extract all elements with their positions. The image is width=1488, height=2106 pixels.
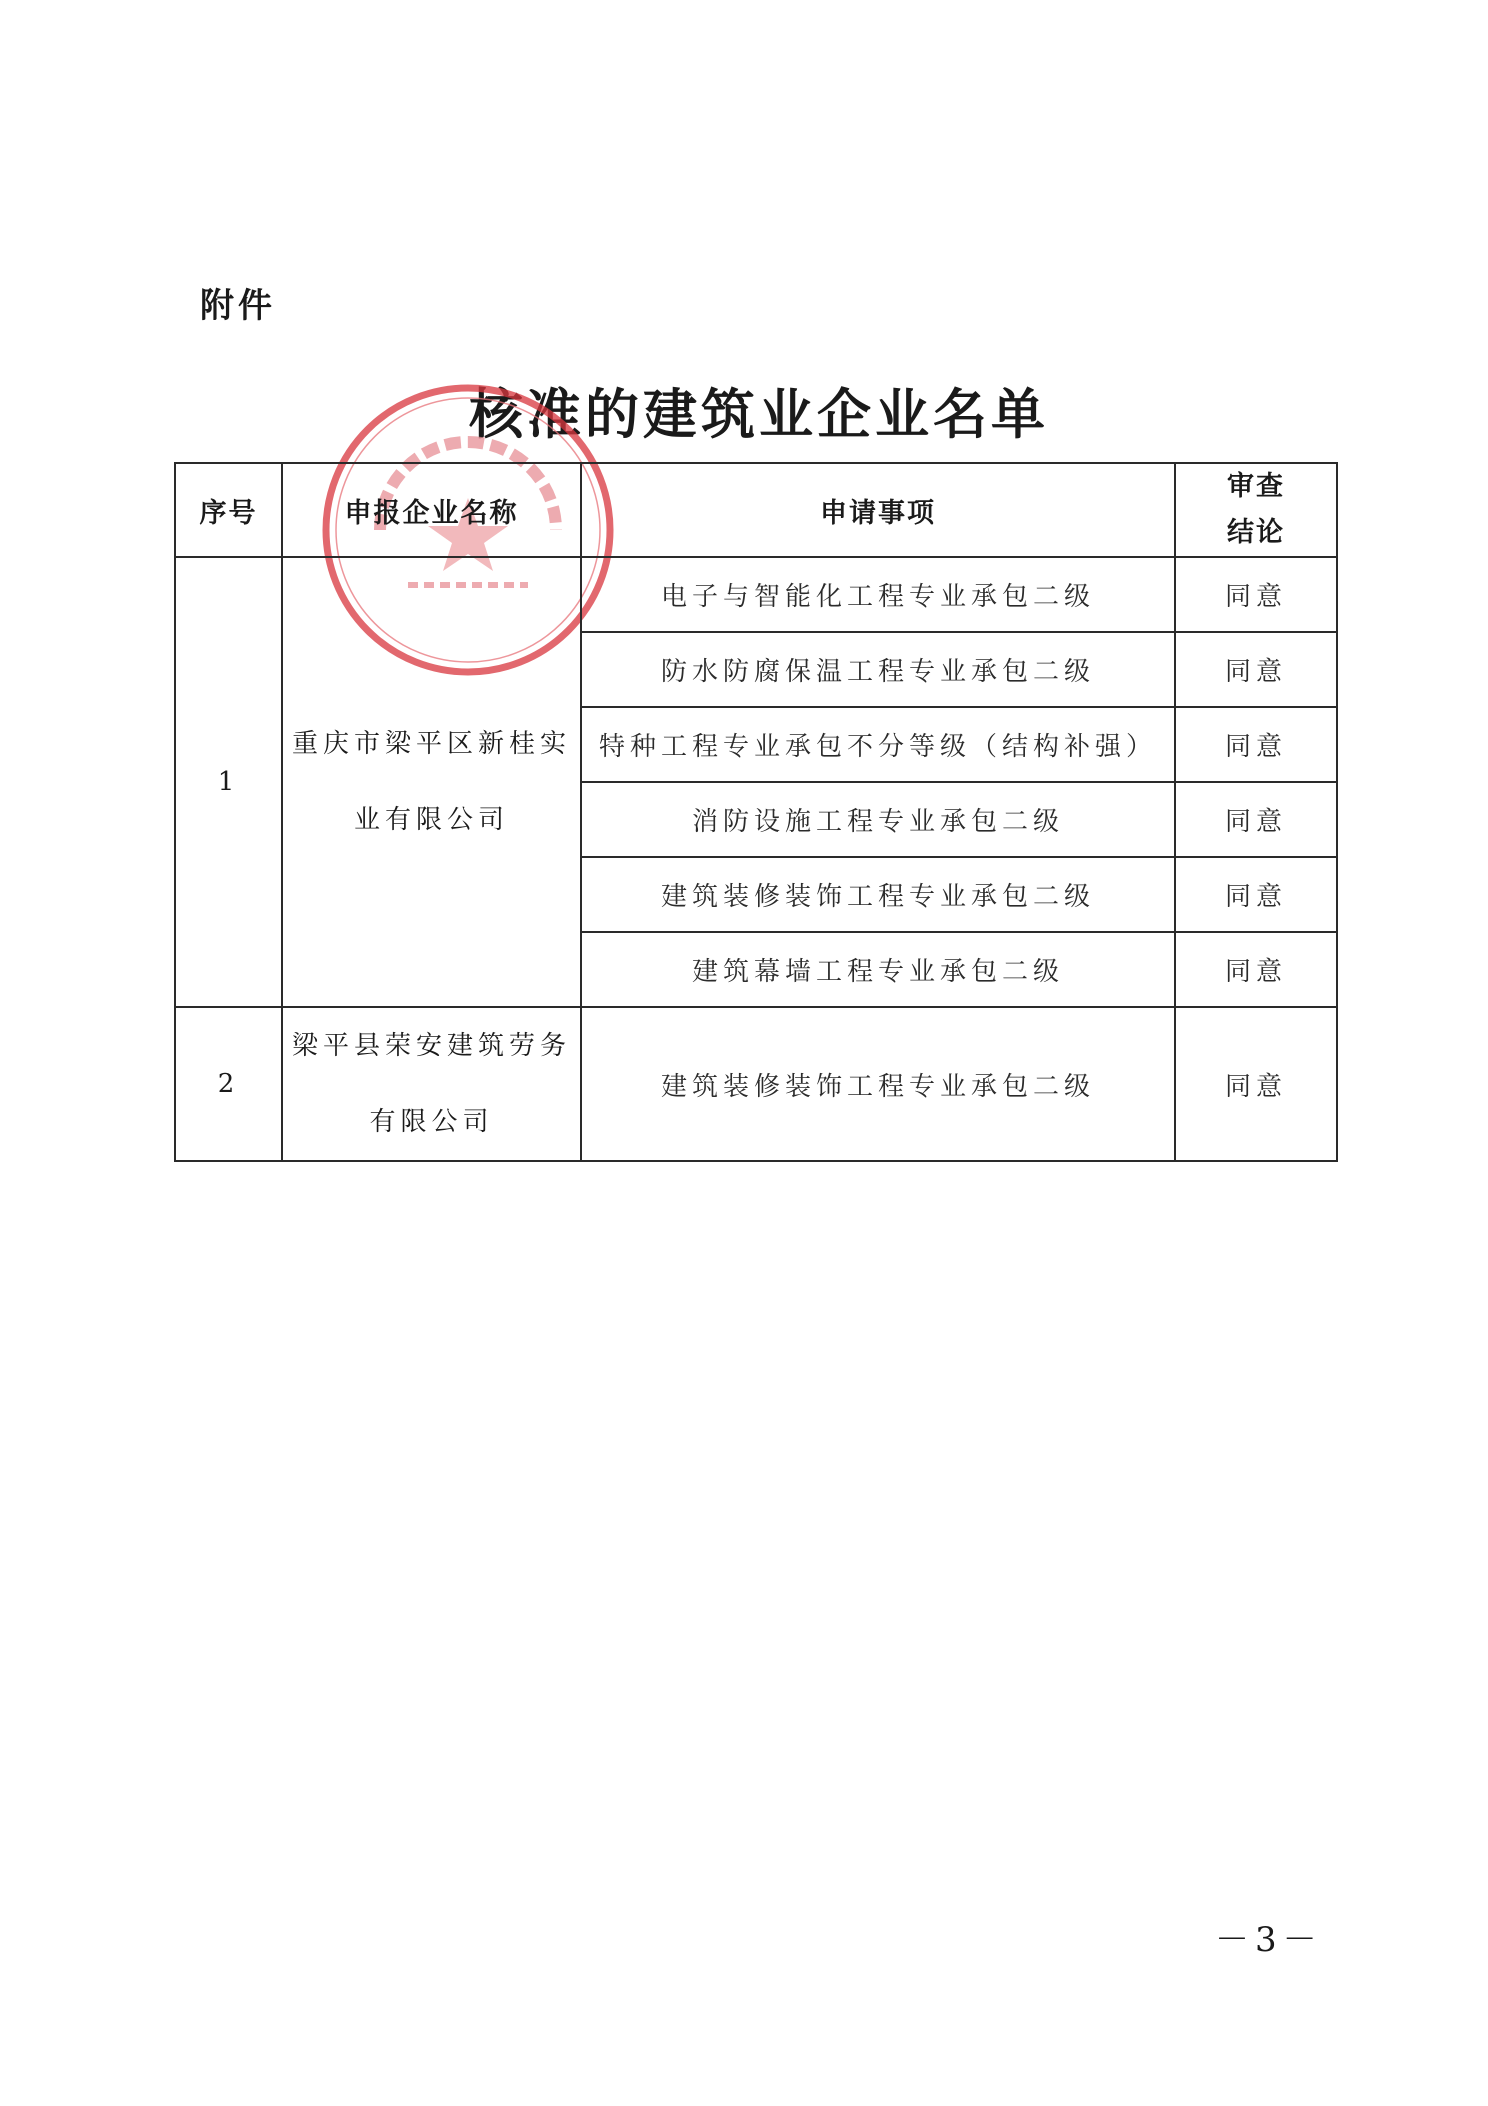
conclusion-cell: 同意 [1175, 1007, 1337, 1161]
company-name-line2: 业有限公司 [353, 805, 509, 835]
header-conclusion-line2: 结论 [1227, 517, 1285, 548]
conclusion-cell: 同意 [1175, 707, 1337, 782]
seq-cell: 2 [175, 1007, 282, 1161]
item-cell: 建筑装修装饰工程专业承包二级 [581, 1007, 1175, 1161]
company-name-line1: 重庆市梁平区新桂实 [291, 729, 571, 759]
item-cell: 电子与智能化工程专业承包二级 [581, 557, 1175, 632]
item-cell: 建筑装修装饰工程专业承包二级 [581, 857, 1175, 932]
header-seq: 序号 [175, 463, 282, 557]
seq-cell: 1 [175, 557, 282, 1007]
header-item: 申请事项 [581, 463, 1175, 557]
document-title: 核准的建筑业企业名单 [469, 382, 1049, 446]
item-cell: 消防设施工程专业承包二级 [581, 782, 1175, 857]
conclusion-cell: 同意 [1175, 782, 1337, 857]
company-cell [282, 1007, 581, 1161]
table-row [175, 557, 1337, 632]
header-conclusion-line1: 审查 [1227, 471, 1285, 502]
company-name-line2: 有限公司 [369, 1107, 494, 1137]
header-company: 申报企业名称 [282, 463, 581, 557]
header-conclusion [1175, 463, 1337, 557]
conclusion-cell: 同意 [1175, 557, 1337, 632]
page-number: －3－ [1215, 1920, 1323, 1960]
attachment-label: 附件 [200, 286, 276, 326]
table-header-row [175, 463, 1337, 557]
table-row [175, 1007, 1337, 1161]
conclusion-cell: 同意 [1175, 632, 1337, 707]
approved-enterprise-table [174, 462, 1338, 1162]
item-cell: 防水防腐保温工程专业承包二级 [581, 632, 1175, 707]
conclusion-cell: 同意 [1175, 857, 1337, 932]
item-cell: 建筑幕墙工程专业承包二级 [581, 932, 1175, 1007]
company-cell [282, 557, 581, 1007]
company-name-line1: 梁平县荣安建筑劳务 [291, 1031, 571, 1061]
conclusion-cell: 同意 [1175, 932, 1337, 1007]
item-cell: 特种工程专业承包不分等级（结构补强） [581, 707, 1175, 782]
